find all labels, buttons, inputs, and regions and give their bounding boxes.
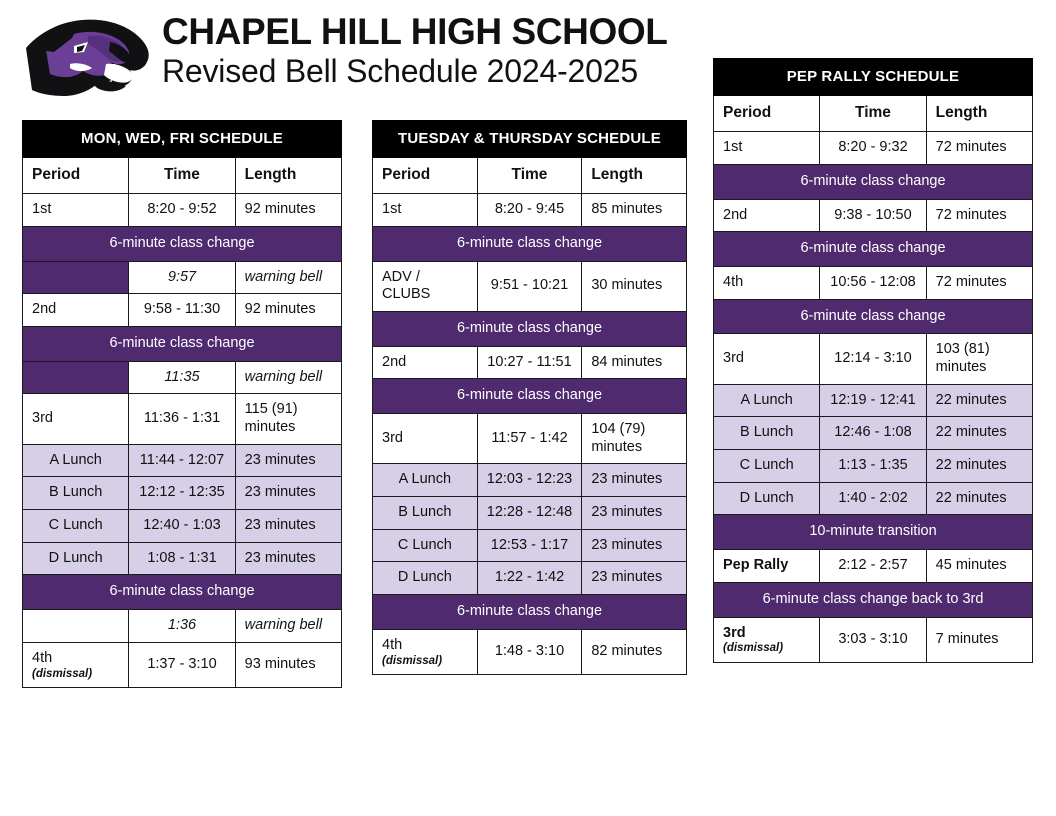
column-header-period: Period	[714, 96, 820, 132]
cell-time: 3:03 - 3:10	[820, 617, 926, 662]
cell-time: 11:57 - 1:42	[477, 414, 582, 464]
cell-time: 12:28 - 12:48	[477, 497, 582, 530]
warning-bell-row	[23, 261, 342, 294]
class-change-row	[373, 379, 687, 414]
lunch-row	[373, 562, 687, 595]
cell-period: 4th (dismissal)	[373, 629, 478, 674]
cell-period-note: (dismissal)	[723, 642, 784, 655]
cell-time: 9:58 - 11:30	[129, 294, 235, 327]
lunch-row	[23, 542, 342, 575]
cell-period: D Lunch	[23, 542, 129, 575]
cell-time: 1:22 - 1:42	[477, 562, 582, 595]
cell-period: D Lunch	[714, 482, 820, 515]
cell-time: 12:14 - 3:10	[820, 334, 926, 384]
cell-length: 23 minutes	[582, 497, 687, 530]
cell-period	[23, 610, 129, 643]
cell-length: 23 minutes	[582, 529, 687, 562]
class-change-label: 10-minute transition	[714, 515, 1033, 550]
lunch-row	[373, 497, 687, 530]
cell-period: A Lunch	[23, 444, 129, 477]
schedule-table-mwf	[22, 120, 342, 688]
schedule-title-row	[373, 121, 687, 158]
cell-time: 1:08 - 1:31	[129, 542, 235, 575]
cell-length: 92 minutes	[235, 194, 341, 227]
cell-time: 11:44 - 12:07	[129, 444, 235, 477]
cell-length: 23 minutes	[235, 542, 341, 575]
warning-bell-row	[23, 361, 342, 394]
cell-length: 85 minutes	[582, 194, 687, 227]
schedule-title-row	[714, 59, 1033, 96]
cell-length: 72 minutes	[926, 132, 1032, 165]
cell-time: 9:51 - 10:21	[477, 261, 582, 311]
cell-length: 23 minutes	[235, 444, 341, 477]
cell-time: 11:35	[129, 361, 235, 394]
lunch-row	[373, 529, 687, 562]
cell-period: 2nd	[373, 346, 478, 379]
class-change-row	[714, 232, 1033, 267]
cell-period: 1st	[714, 132, 820, 165]
cell-time: 2:12 - 2:57	[820, 550, 926, 583]
schedule-body-mwf	[23, 121, 342, 688]
class-change-row	[23, 575, 342, 610]
cell-period: D Lunch	[373, 562, 478, 595]
cell-time: 12:03 - 12:23	[477, 464, 582, 497]
period-row	[714, 132, 1033, 165]
schedule-subtitle: Revised Bell Schedule 2024-2025	[162, 52, 638, 89]
cell-time: 8:20 - 9:52	[129, 194, 235, 227]
column-header-time: Time	[129, 158, 235, 194]
column-header-row	[714, 96, 1033, 132]
cell-period: 1st	[373, 194, 478, 227]
cell-period: A Lunch	[373, 464, 478, 497]
class-change-label: 6-minute class change	[23, 326, 342, 361]
cell-period: Pep Rally	[714, 550, 820, 583]
period-row	[714, 617, 1033, 662]
period-row	[714, 266, 1033, 299]
lunch-row	[373, 464, 687, 497]
class-change-label: 6-minute class change	[373, 379, 687, 414]
cell-period: C Lunch	[23, 510, 129, 543]
column-header-row	[23, 158, 342, 194]
class-change-label: 6-minute class change	[373, 226, 687, 261]
schedule-title: MON, WED, FRI SCHEDULE	[23, 121, 342, 158]
cell-period: 3rd	[373, 414, 478, 464]
class-change-row	[373, 595, 687, 630]
cell-length: warning bell	[235, 361, 341, 394]
cell-length: 23 minutes	[582, 464, 687, 497]
period-row	[714, 334, 1033, 384]
cell-period: ADV / CLUBS	[373, 261, 478, 311]
class-change-label: 6-minute class change	[714, 164, 1033, 199]
class-change-label: 6-minute class change	[373, 595, 687, 630]
cell-time: 1:13 - 1:35	[820, 450, 926, 483]
cell-length: 22 minutes	[926, 417, 1032, 450]
cell-length: 23 minutes	[235, 510, 341, 543]
cell-period-note: (dismissal)	[382, 654, 443, 667]
lunch-row	[23, 510, 342, 543]
cell-period: C Lunch	[714, 450, 820, 483]
column-header-row	[373, 158, 687, 194]
cell-period: 3rd (dismissal)	[714, 617, 820, 662]
schedule-table-tuesday-thursday	[372, 120, 687, 675]
cell-period: A Lunch	[714, 384, 820, 417]
cell-period	[23, 261, 129, 294]
cell-length: 22 minutes	[926, 384, 1032, 417]
lunch-row	[23, 444, 342, 477]
class-change-row	[373, 311, 687, 346]
cell-length: 92 minutes	[235, 294, 341, 327]
cell-length: 103 (81) minutes	[926, 334, 1032, 384]
cell-time: 1:37 - 3:10	[129, 642, 235, 687]
cell-period: 2nd	[23, 294, 129, 327]
schedule-body-pep-rally	[714, 59, 1033, 663]
cell-length: 30 minutes	[582, 261, 687, 311]
cell-time: 12:53 - 1:17	[477, 529, 582, 562]
class-change-label: 6-minute class change back to 3rd	[714, 582, 1033, 617]
cell-length: 22 minutes	[926, 482, 1032, 515]
period-row	[714, 199, 1033, 232]
cell-time: 1:40 - 2:02	[820, 482, 926, 515]
cell-length: warning bell	[235, 261, 341, 294]
period-row	[23, 294, 342, 327]
cell-time: 1:48 - 3:10	[477, 629, 582, 674]
period-row	[23, 642, 342, 687]
period-row	[373, 414, 687, 464]
cell-period: 3rd	[23, 394, 129, 444]
period-row	[373, 629, 687, 674]
cell-period: B Lunch	[23, 477, 129, 510]
cell-period: 4th	[714, 266, 820, 299]
cell-time: 9:38 - 10:50	[820, 199, 926, 232]
period-row	[714, 550, 1033, 583]
schedule-title-row	[23, 121, 342, 158]
cell-period: B Lunch	[714, 417, 820, 450]
class-change-row	[714, 299, 1033, 334]
class-change-row	[714, 164, 1033, 199]
class-change-label: 6-minute class change	[373, 311, 687, 346]
schedule-title: PEP RALLY SCHEDULE	[714, 59, 1033, 96]
cell-time: 12:46 - 1:08	[820, 417, 926, 450]
period-row	[23, 194, 342, 227]
lunch-row	[23, 477, 342, 510]
page-header	[14, 8, 714, 112]
class-change-label: 6-minute class change	[23, 226, 342, 261]
cell-length: 7 minutes	[926, 617, 1032, 662]
column-header-length: Length	[582, 158, 687, 194]
lunch-row	[714, 450, 1033, 483]
cell-time: 9:57	[129, 261, 235, 294]
cell-length: 104 (79) minutes	[582, 414, 687, 464]
lunch-row	[714, 482, 1033, 515]
class-change-row	[23, 226, 342, 261]
class-change-row	[714, 515, 1033, 550]
cell-time: 12:40 - 1:03	[129, 510, 235, 543]
school-name: CHAPEL HILL HIGH SCHOOL	[162, 11, 668, 52]
column-header-period: Period	[23, 158, 129, 194]
schedule-table-pep-rally	[713, 58, 1033, 663]
period-row	[373, 261, 687, 311]
class-change-label: 6-minute class change	[23, 575, 342, 610]
cell-period-note: (dismissal)	[32, 667, 93, 680]
period-row	[373, 194, 687, 227]
column-header-time: Time	[820, 96, 926, 132]
cell-time: 8:20 - 9:45	[477, 194, 582, 227]
cell-period: C Lunch	[373, 529, 478, 562]
column-header-length: Length	[235, 158, 341, 194]
cell-length: 23 minutes	[235, 477, 341, 510]
cell-length: 84 minutes	[582, 346, 687, 379]
cell-length: 23 minutes	[582, 562, 687, 595]
cell-time: 1:36	[129, 610, 235, 643]
cell-length: 72 minutes	[926, 199, 1032, 232]
lunch-row	[714, 384, 1033, 417]
class-change-label: 6-minute class change	[714, 299, 1033, 334]
class-change-row	[373, 226, 687, 261]
warning-bell-row	[23, 610, 342, 643]
period-row	[373, 346, 687, 379]
cell-length: 82 minutes	[582, 629, 687, 674]
cell-length: 93 minutes	[235, 642, 341, 687]
cell-period: 2nd	[714, 199, 820, 232]
class-change-label: 6-minute class change	[714, 232, 1033, 267]
cell-length: warning bell	[235, 610, 341, 643]
period-row	[23, 394, 342, 444]
cell-time: 12:12 - 12:35	[129, 477, 235, 510]
cell-length: 22 minutes	[926, 450, 1032, 483]
lunch-row	[714, 417, 1033, 450]
cell-time: 10:27 - 11:51	[477, 346, 582, 379]
schedule-body-tuesday-thursday	[373, 121, 687, 675]
cell-length: 72 minutes	[926, 266, 1032, 299]
cell-period: 4th (dismissal)	[23, 642, 129, 687]
cell-time: 8:20 - 9:32	[820, 132, 926, 165]
panther-mascot-icon	[14, 8, 156, 108]
cell-length: 45 minutes	[926, 550, 1032, 583]
cell-period: B Lunch	[373, 497, 478, 530]
cell-length: 115 (91) minutes	[235, 394, 341, 444]
column-header-length: Length	[926, 96, 1032, 132]
title-block	[162, 8, 667, 89]
cell-time: 12:19 - 12:41	[820, 384, 926, 417]
cell-period	[23, 361, 129, 394]
class-change-row	[714, 582, 1033, 617]
schedule-title: TUESDAY & THURSDAY SCHEDULE	[373, 121, 687, 158]
cell-time: 10:56 - 12:08	[820, 266, 926, 299]
cell-time: 11:36 - 1:31	[129, 394, 235, 444]
column-header-time: Time	[477, 158, 582, 194]
column-header-period: Period	[373, 158, 478, 194]
cell-period: 3rd	[714, 334, 820, 384]
class-change-row	[23, 326, 342, 361]
cell-period: 1st	[23, 194, 129, 227]
